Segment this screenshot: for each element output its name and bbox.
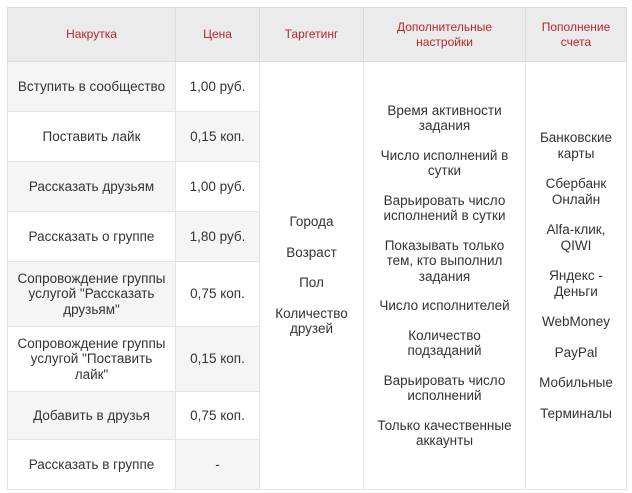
price-cell: 1,80 руб.	[176, 212, 260, 262]
targeting-item: Количество друзей	[275, 305, 348, 337]
price-cell: 0,15 коп.	[176, 327, 260, 392]
setting-item: Варьировать число исполнений в сутки	[383, 192, 506, 223]
header-service: Накрутка	[8, 8, 176, 62]
table-row	[8, 62, 627, 112]
setting-item: Время активности задания	[387, 102, 502, 133]
payment-method-item: WebMoney	[541, 314, 611, 329]
service-cell: Вступить в сообщество	[8, 62, 176, 112]
additional-settings-list	[370, 96, 519, 456]
payment-methods-cell	[526, 62, 627, 490]
targeting-item: Возраст	[286, 244, 337, 260]
payment-method-item: Сбербанк Онлайн	[545, 176, 607, 207]
header-price: Цена	[176, 8, 260, 62]
setting-item: Только качественные аккаунты	[377, 417, 512, 448]
payment-method-item: Терминалы	[540, 405, 612, 421]
payment-methods-list	[532, 123, 620, 429]
targeting-list	[266, 207, 357, 345]
service-cell: Добавить в друзья	[8, 392, 176, 440]
price-cell: -	[176, 440, 260, 490]
price-cell: 0,75 коп.	[176, 262, 260, 327]
price-cell: 1,00 руб.	[176, 162, 260, 212]
setting-item: Число исполнений в сутки	[380, 147, 509, 178]
payment-method-item: Alfa-клик, QIWI	[546, 222, 606, 253]
service-cell: Поставить лайк	[8, 112, 176, 162]
setting-item: Показывать только тем, кто выполнил задания	[384, 237, 505, 284]
price-cell: 1,00 руб.	[176, 62, 260, 112]
price-cell: 0,75 коп.	[176, 392, 260, 440]
service-cell: Рассказать в группе	[8, 440, 176, 490]
payment-method-item: PayPal	[554, 344, 598, 360]
price-cell: 0,15 коп.	[176, 112, 260, 162]
header-targeting: Таргетинг	[260, 8, 364, 62]
targeting-cell	[260, 62, 364, 490]
setting-item: Варьировать число исполнений	[383, 372, 506, 403]
targeting-item: Города	[289, 214, 334, 230]
header-additional-settings: Дополнительные настройки	[364, 8, 526, 62]
pricing-table	[7, 7, 627, 490]
setting-item: Число исполнителей	[379, 298, 510, 313]
service-cell: Рассказать друзьям	[8, 162, 176, 212]
setting-item: Количество подзаданий	[407, 327, 482, 358]
header-row	[8, 8, 627, 62]
targeting-item: Пол	[299, 275, 324, 291]
header-payment: Пополнение счета	[526, 8, 627, 62]
service-cell: Сопровождение группы услугой "Рассказать друзьям"	[8, 262, 176, 327]
payment-method-item: Яндекс - Деньги	[549, 268, 603, 299]
service-cell: Сопровождение группы услугой "Поставить лайк"	[8, 327, 176, 392]
additional-settings-cell	[364, 62, 526, 490]
service-cell: Рассказать о группе	[8, 212, 176, 262]
pricing-table-container	[7, 7, 626, 489]
payment-method-item: Мобильные	[539, 375, 613, 390]
payment-method-item: Банковские карты	[539, 130, 613, 161]
